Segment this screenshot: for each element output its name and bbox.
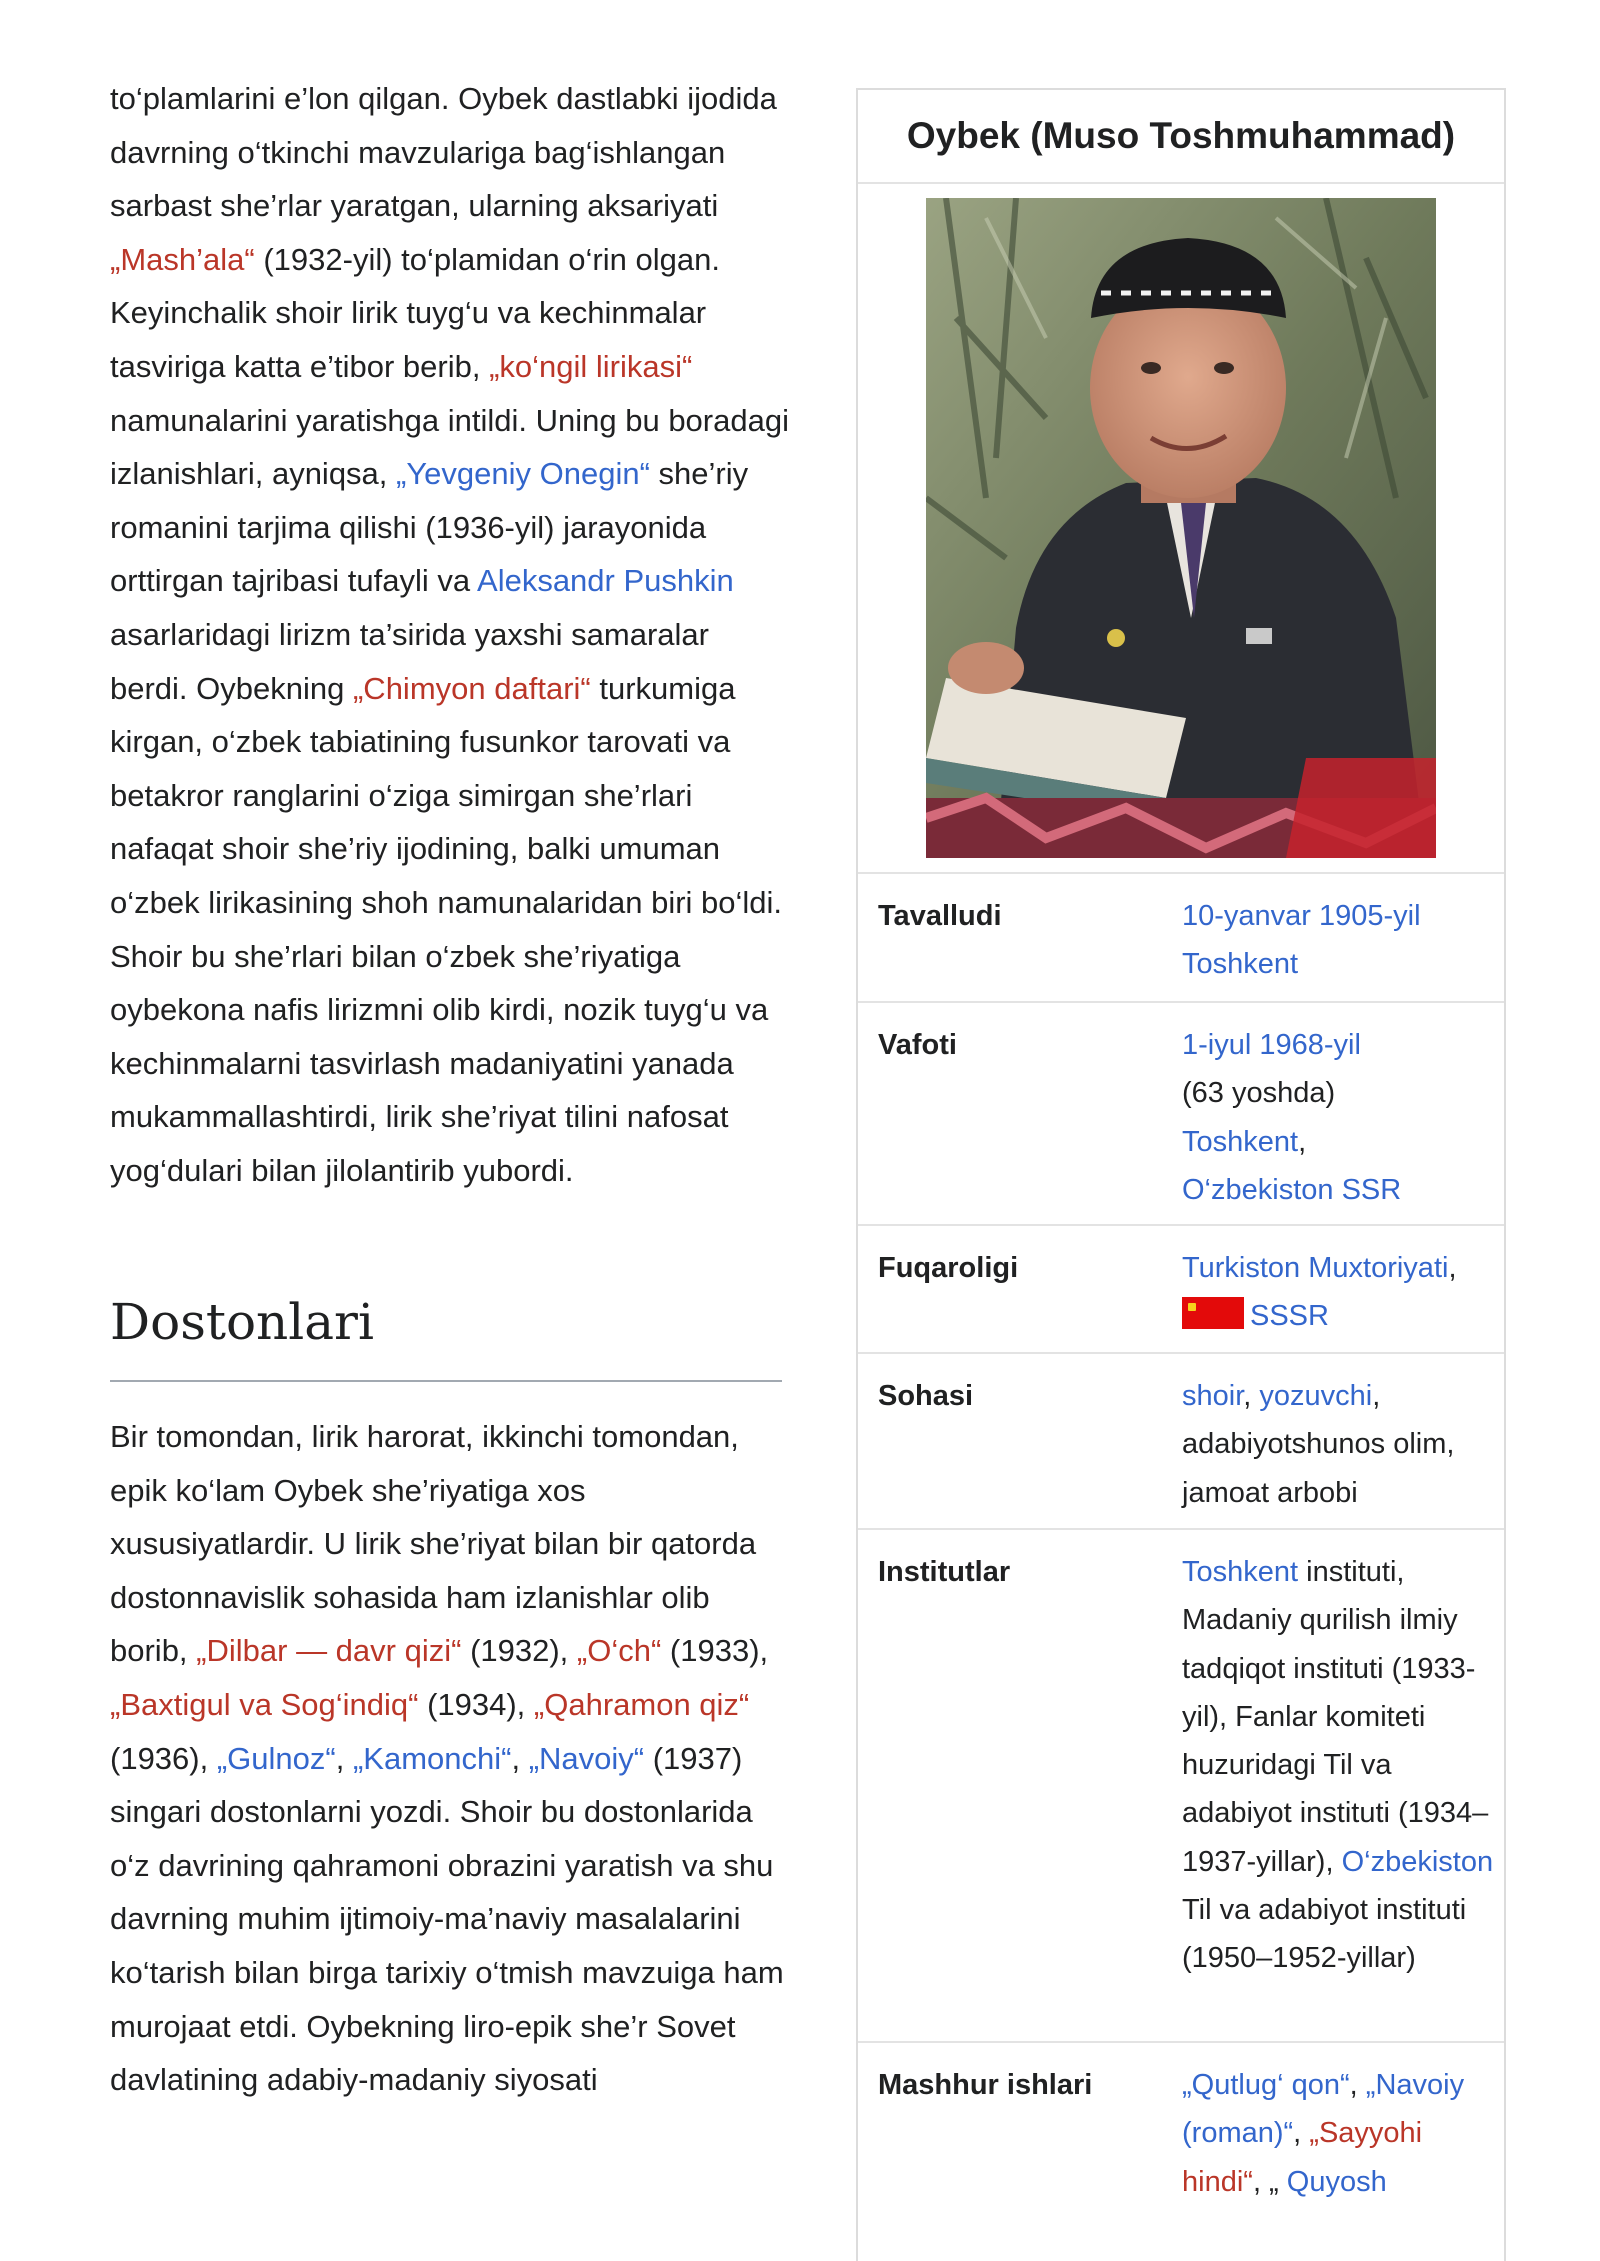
infobox-value-institutions: Toshkent instituti, Madaniy qurilish ilmiy tadqiqot instituti (1933-yil), Fanlar komiteti huzuridagi Til va adabiyot instituti (1934–1937-yillar), O‘zbekiston Til va adabiyot instituti (1950–1952-yillar) — [1182, 1556, 1494, 1975]
paragraph-lyrics: to‘plamlarini e’lon qilgan. Oybek dastlabki ijodida davrning o‘tkinchi mavzulariga bag‘ishlangan sarbast she’rlar yaratgan, ularning aksariyati „Mash’ala“ (1932-yil) to‘plamidan o‘rin olgan. Keyinchalik shoir lirik tuyg‘u va kechinmalar tasviriga katta e’tibor berib, „ko‘ngil lirikasi“ namunalarini yaratishga intildi. Uning bu boradagi izlanishlari, ayniqsa, „Yevgeniy Onegin“ she’riy romanini tarjima qilishi (1936-yil) jarayonida orttirgan tajribasi tufayli va Aleksandr Pushkin asarlaridagi lirizm ta’sirida yaxshi samaralar berdi. Oybekning „Chimyon daftari“ turkumiga kirgan, o‘zbek tabiatining fusunkor tarovati va betakror ranglarini o‘ziga simirgan she’rlari nafaqat shoir she’riy ijodining, balki umuman o‘zbek lirikasining shoh namunalaridan biri bo‘ldi. Shoir bu she’rlari bilan o‘zbek she’riyatiga oybekona nafis lirizmni olib kirdi, nozik tuyg‘u va kechinmalarni tasvirlash madaniyatini yanada mukammallashtirdi, lirik she’riyat tilini nafosat yog‘dulari bilan jilolantirib yubordi. — [110, 81, 789, 1188]
infobox-title: Oybek (Muso Toshmuhammad) — [858, 90, 1504, 184]
article-body — [110, 72, 790, 1197]
infobox-label-field: Sohasi — [878, 1380, 974, 1412]
infobox-value-works: „Qutlug‘ qon“, „Navoiy (roman)“, „Sayyohi hindi“, „ Quyosh — [1182, 2069, 1465, 2198]
link-death-country[interactable]: O‘zbekiston SSR — [1182, 1173, 1402, 1206]
ussr-flag-icon — [1182, 1297, 1244, 1329]
section-heading-dostonlari: Dostonlari — [110, 1290, 782, 1382]
link-death-date[interactable]: 1-iyul 1968-yil — [1182, 1029, 1361, 1061]
link-qahramon-qiz[interactable]: „Qahramon qiz“ — [533, 1686, 750, 1722]
link-yevgeniy-onegin[interactable]: „Yevgeniy Onegin“ — [396, 456, 650, 492]
link-turkiston-muxtoriyati[interactable]: Turkiston Muxtoriyati — [1182, 1252, 1449, 1284]
link-och[interactable]: „O‘ch“ — [576, 1633, 662, 1669]
link-kamonchi[interactable]: „Kamonchi“ — [352, 1740, 512, 1776]
link-birth-date[interactable]: 10-yanvar 1905-yil — [1182, 900, 1421, 932]
infobox-row-born — [858, 874, 1504, 1003]
infobox-label-born: Tavalludi — [878, 900, 1002, 932]
link-baxtigul-va-sogindiq[interactable]: „Baxtigul va Sog‘indiq“ — [110, 1686, 419, 1722]
link-chimyon-daftari[interactable]: „Chimyon daftari“ — [352, 670, 591, 706]
infobox-value-citizenship: Turkiston Muxtoriyati, SSSR — [1182, 1252, 1457, 1333]
infobox-value-born — [1182, 874, 1504, 1001]
infobox — [856, 88, 1506, 2261]
infobox-row-died — [858, 1003, 1504, 1226]
link-ozbekiston[interactable]: O‘zbekiston — [1341, 1845, 1494, 1878]
link-birth-place[interactable]: Toshkent — [1182, 948, 1299, 981]
link-yozuvchi[interactable]: yozuvchi — [1259, 1380, 1373, 1412]
link-death-place[interactable]: Toshkent — [1182, 1125, 1299, 1158]
link-shoir[interactable]: shoir — [1182, 1380, 1244, 1412]
link-quyosh[interactable]: Quyosh — [1286, 2165, 1387, 2198]
link-kongil-lirikasi[interactable]: „ko‘ngil lirikasi“ — [489, 348, 693, 384]
link-qutlug-qon[interactable]: „Qutlug‘ qon“ — [1182, 2069, 1350, 2101]
link-mashala[interactable]: „Mash’ala“ — [110, 241, 255, 277]
infobox-row-works — [858, 2043, 1504, 2226]
infobox-label-citizenship: Fuqaroligi — [878, 1252, 1019, 1284]
infobox-value-field: shoir, yozuvchi, adabiyotshunos olim, jamoat arbobi — [1182, 1380, 1455, 1509]
link-toshkent-institute[interactable]: Toshkent — [1182, 1556, 1299, 1588]
link-gulnoz[interactable]: „Gulnoz“ — [216, 1740, 336, 1776]
link-navoiy-roman[interactable]: „Navoiy (roman)“ — [1182, 2069, 1465, 2150]
link-sssr[interactable]: SSSR — [1250, 1300, 1329, 1333]
infobox-label-died: Vafoti — [878, 1029, 957, 1061]
infobox-image — [858, 184, 1504, 874]
death-age: (63 yoshda) — [1182, 1077, 1336, 1110]
infobox-label-institutions: Institutlar — [878, 1556, 1011, 1588]
link-aleksandr-pushkin[interactable]: Aleksandr Pushkin — [477, 563, 734, 599]
link-navoiy[interactable]: „Navoiy“ — [528, 1740, 645, 1776]
portrait-image[interactable] — [926, 198, 1436, 858]
article-body-dostonlari — [110, 1410, 790, 2107]
infobox-row-citizenship — [858, 1226, 1504, 1354]
paragraph-dostonlari: Bir tomondan, lirik harorat, ikkinchi tomondan, epik ko‘lam Oybek she’riyatiga xos xususiyatlardir. U lirik she’riyat bilan bir qatorda dostonnavislik sohasida ham izlanishlar olib borib, „Dilbar — davr qizi“ (1932), „O‘ch“ (1933), „Baxtigul va Sog‘indiq“ (1934), „Qahramon qiz“ (1936), „Gulnoz“, „Kamonchi“, „Navoiy“ (1937) singari dostonlarni yozdi. Shoir bu dostonlarida o‘z davrining qahramoni obrazini yaratish va shu davrning muhim ijtimoiy-ma’naviy masalalarini ko‘tarish bilan birga tarixiy o‘tmish mavzuiga ham murojaat etdi. Oybekning liro-epik she’r Sovet davlatining adabiy-madaniy siyosati — [110, 1419, 784, 2098]
infobox-label-works: Mashhur ishlari — [878, 2069, 1093, 2101]
link-sayyohi-hindi[interactable]: „Sayyohi hindi“ — [1182, 2117, 1423, 2198]
link-dilbar-davr-qizi[interactable]: „Dilbar — davr qizi“ — [196, 1633, 462, 1669]
infobox-row-institutions — [858, 1530, 1504, 2043]
infobox-row-field — [858, 1354, 1504, 1530]
infobox-value-died: 1-iyul 1968-yil (63 yoshda) Toshkent, O‘zbekiston SSR — [1182, 1029, 1402, 1206]
